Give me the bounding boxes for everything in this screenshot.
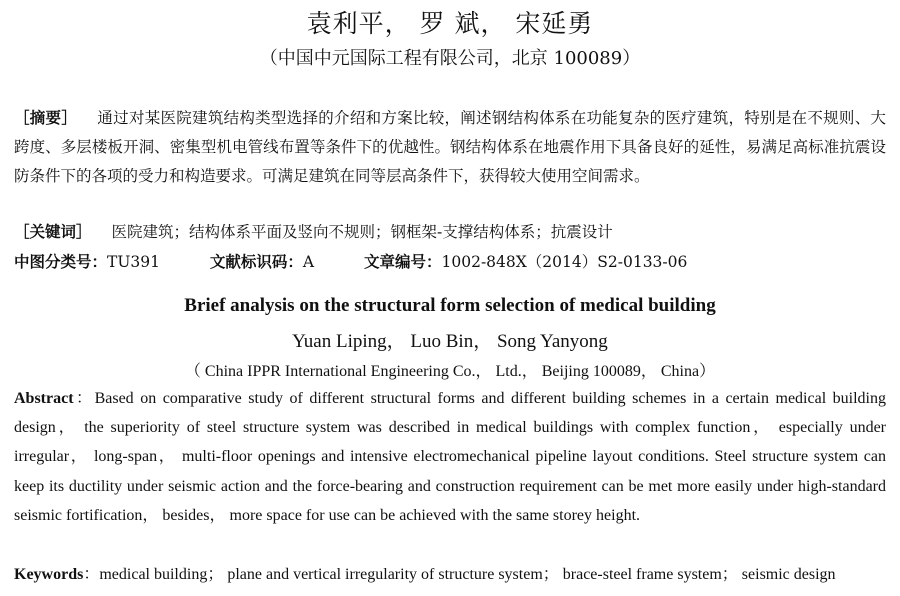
clc-value: TU391 (107, 253, 161, 271)
keywords-en (14, 561, 886, 584)
affiliation-cn: （中国中元国际工程有限公司，北京 100089） (259, 48, 641, 69)
abstract-en-text: Based on comparative study of different structural forms and different building schemes in a certain medical building design， the superiority of steel structure system was described in medical buildings with complex function， especially under irregular， long-span， multi-floor openings and intensive electromechanical pipeline layout conditions. Steel structure system can keep its ductility under seismic action and the force-bearing and construction requirement can be met more easily under high-standard seismic fortification， besides， more space for use can be achieved with the same storey height. (14, 390, 886, 524)
keywords-en-text: medical building； plane and vertical irregularity of structure system； brace-steel frame system； seismic design (99, 566, 836, 583)
keywords-cn-text: 医院建筑；结构体系平面及竖向不规则；钢框架-支撑结构体系；抗震设计 (111, 223, 613, 241)
authors-en: Yuan Liping， Luo Bin， Song Yanyong (292, 331, 608, 352)
affiliation-en: （ China IPPR International Engineering Co.， Ltd.， Beijing 100089， China） (184, 363, 716, 380)
abstract-en (14, 384, 886, 530)
doc-code-label: 文献标识码： (209, 253, 303, 271)
abstract-en-label: Abstract (14, 390, 74, 407)
abstract-cn-text: 通过对某医院建筑结构类型选择的介绍和方案比较，阐述钢结构体系在功能复杂的医疗建筑，特别是在不规则、大跨度、多层楼板开洞、密集型机电管线布置等条件下的优越性。钢结构体系在地震作用下具备良好的延性，易满足高标准抗震设防条件下的各项的受力和构造要求。可满足建筑在同等层高条件下，获得较大使用空间需求。 (14, 109, 886, 185)
keywords-en-label: Keywords (14, 566, 84, 583)
classification-line (14, 250, 886, 272)
article-no-value: 1002-848X（2014）S2-0133-06 (441, 253, 688, 271)
keywords-cn-label: ［关键词］ (14, 223, 92, 241)
abstract-cn (14, 104, 886, 191)
keywords-en-separator: ： (83, 566, 100, 583)
title-en: Brief analysis on the structural form selection of medical building (184, 295, 716, 316)
abstract-cn-label: ［摘要］ (14, 109, 78, 127)
keywords-cn (14, 220, 886, 242)
abstract-en-separator: ： (73, 390, 95, 407)
authors-cn: 袁利平， 罗 斌， 宋延勇 (306, 9, 594, 38)
doc-code-value: A (302, 253, 315, 271)
article-no-label: 文章编号： (363, 253, 442, 271)
clc-label: 中图分类号： (14, 253, 108, 271)
